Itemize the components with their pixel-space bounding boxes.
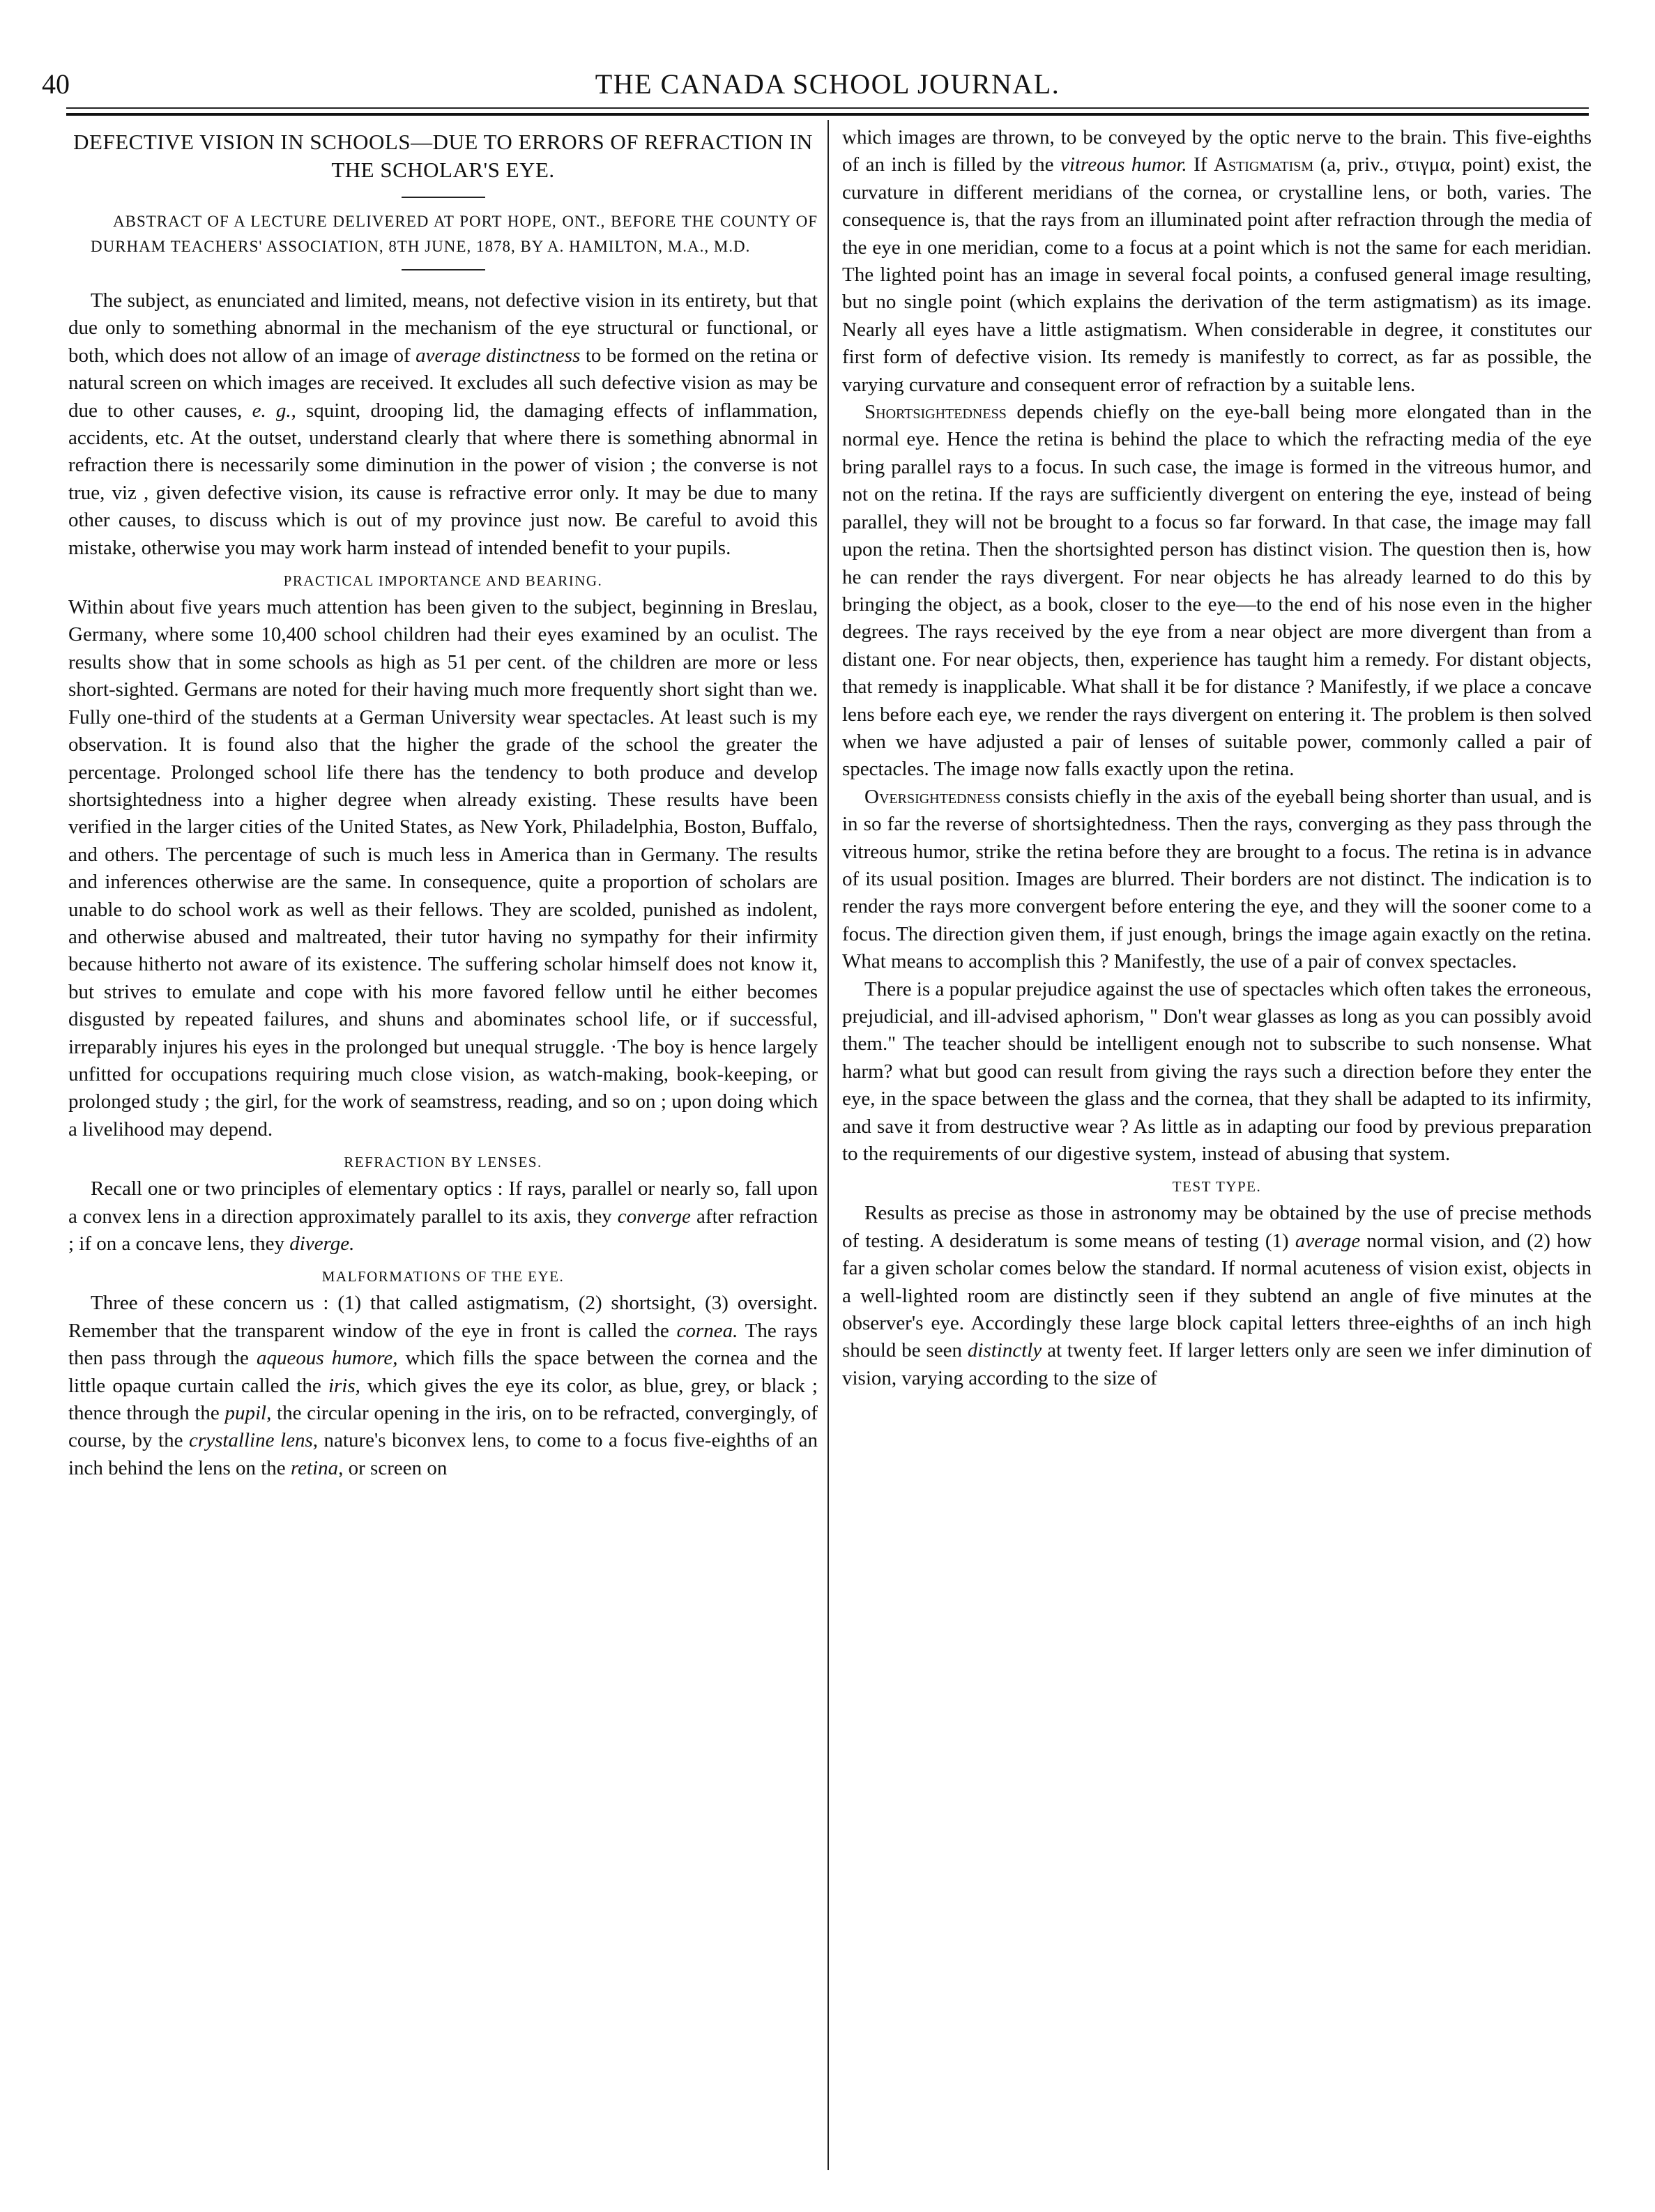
paragraph-refraction: Recall one or two principles of elementary optics : If rays, parallel or nearly so, fall upon a convex lens in a direction approximately parallel to its axis, they converge after refraction ; if on a concave lens, they diverge. bbox=[68, 1177, 818, 1255]
abstract-rule bbox=[402, 269, 485, 270]
heading-practical-importance: PRACTICAL IMPORTANCE AND BEARING. bbox=[283, 572, 603, 590]
title-rule bbox=[402, 197, 485, 198]
header-rule-thin bbox=[66, 107, 1589, 109]
paragraph-oversightedness: Oversightedness consists chiefly in the axis of the eyeball being shorter than usual, and is in so far the reverse of shortsightedness. Then the rays, converging as they pass through the vitreous humor, strike the retina before they are brought to a focus. The retina is in advance of its usual position. Images are blurred. Their borders are not distinct. The indication is to render the rays more convergent before entering the eye, and they will the sooner come to a focus. The direction given them, if just enough, brings the image again exactly on the retina. What means to accomplish this ? Manifestly, the use of a pair of convex spectacles. bbox=[842, 785, 1592, 973]
paragraph-spectacles-prejudice: There is a popular prejudice against the use of spectacles which often takes the erroneous, prejudicial, and ill-advised aphorism, " Don't wear glasses as long as you can possibly avoid them." The teacher should be intelligent enough not to subscribe to such nonsense. What harm? what but good can result from giving the rays such a direction before they enter the eye, in the space between the glass and the cornea, that they shall be adapted to its infirmity, and save it from destructive wear ? As little as in adapting our food by previous preparation to the requirements of our digestive system, instead of abusing that system. bbox=[842, 977, 1592, 1166]
article-abstract: ABSTRACT OF A LECTURE DELIVERED AT PORT HOPE, ONT., BEFORE THE COUNTY OF DURHAM TEACHERS' ASSOCIATION, 8TH JUNE, 1878, BY A. HAMILTON, M.A., M.D. bbox=[91, 213, 818, 255]
right-column bbox=[842, 124, 1592, 1392]
heading-test-type: TEST TYPE. bbox=[1172, 1178, 1262, 1196]
heading-malformations: MALFORMATIONS OF THE EYE. bbox=[321, 1268, 565, 1286]
left-column bbox=[68, 124, 818, 1482]
header-rule-thick bbox=[66, 113, 1589, 116]
journal-title: THE CANADA SCHOOL JOURNAL. bbox=[595, 68, 1060, 100]
page-number: 40 bbox=[42, 68, 70, 100]
column-divider bbox=[828, 120, 829, 2170]
article-title: DEFECTIVE VISION IN SCHOOLS—DUE TO ERRORS OF REFRACTION IN THE SCHOLAR'S EYE. bbox=[73, 130, 813, 182]
paragraph-practical-importance: Within about five years much attention has been given to the subject, beginning in Breslau, Germany, where some 10,400 school children had their eyes examined by an oculist. The results show that in some schools as high as 51 per cent. of the children are more or less short-sighted. Germans are noted for their having much more frequently short sight than we. Fully one-third of the students at a German University wear spectacles. At least such is my observation. It is found also that the higher the grade of the school the greater the percentage. Prolonged school life there has the tendency to both produce and develop shortsightedness into a higher degree when already existing. These results have been verified in the larger cities of the United States, as New York, Philadelphia, Boston, Buffalo, and others. The percentage of such is much less in America than in Germany. The results and inferences otherwise are the same. In consequence, quite a proportion of scholars are unable to do school work as well as their fellows. They are scolded, punished as indolent, and otherwise abused and maltreated, their tutor having no sympathy for their infirmity because hitherto not aware of its existence. The suffering scholar himself does not know it, but strives to emulate and cope with his more favored fellow until he either becomes disgusted by repeated failures, and shuns and abominates school life, or if successful, irreparably injures his eyes in the prolonged but unequal struggle. ·The boy is hence largely unfitted for occupations requiring much close vision, as watch-making, book-keeping, or prolonged study ; the girl, for the work of seamstress, reading, and so on ; upon doing which a livelihood may depend. bbox=[68, 596, 818, 1141]
paragraph-astigmatism: which images are thrown, to be conveyed by the optic nerve to the brain. This five-eighths of an inch is filled by the vitreous humor. If Astigmatism (a, priv., στιγμα, point) exist, the curvature in different meridians of the cornea, or crystalline lens, or both, varies. The consequence is, that the rays from an illuminated point after refraction through the media of the eye in one meridian, come to a focus at a point which is not the same for each meridian. The lighted point has an image in several focal points, a confused general image resulting, but no single point (which explains the derivation of the term astigmatism) as its image. Nearly all eyes have a little astigmatism. When considerable in degree, it constitutes our first form of defective vision. Its remedy is manifestly to correct, as far as possible, the varying curvature and consequent error of refraction by a suitable lens. bbox=[842, 126, 1592, 396]
paragraph-shortsightedness: Shortsightedness depends chiefly on the eye-ball being more elongated than in the normal eye. Hence the retina is behind the place to which the refracting media of the eye bring parallel rays to a focus. In such case, the image is formed in the vitreous humor, and not on the retina. If the rays are sufficiently divergent on entering the eye, instead of being parallel, they will not be brought to a focus so far forward. In that case, the image may fall upon the retina. Then the shortsighted person has distinct vision. The question then is, how he can render the rays divergent. For near objects he has already learned to do this by bringing the object, as a book, closer to the eye—to the end of his nose even in the higher degrees. The rays received by the eye from a near object are more divergent than from a distant one. For near objects, then, experience has taught him a remedy. For distant objects, that remedy is inapplicable. What shall it be for distance ? Manifestly, if we place a concave lens before each eye, we render the rays divergent on entering it. The problem is then solved when we have adjusted a pair of lenses of suitable power, commonly called a pair of spectacles. The image now falls exactly upon the retina. bbox=[842, 401, 1592, 781]
paragraph-introduction: The subject, as enunciated and limited, means, not defective vision in its entirety, but that due only to something abnormal in the mechanism of the eye structural or functional, or both, which does not allow of an image of average distinctness to be formed on the retina or natural screen on which images are received. It excludes all such defective vision as may be due to other causes, e. g., squint, drooping lid, the damaging effects of inflammation, accidents, etc. At the outset, understand clearly that where there is something abnormal in refraction there is necessarily some diminution in the power of vision ; the converse is not true, viz , given defective vision, its cause is refractive error only. It may be due to many other causes, to discuss which is out of my province just now. Be careful to avoid this mistake, otherwise you may work harm instead of intended benefit to your pupils. bbox=[68, 289, 818, 559]
paragraph-malformations: Three of these concern us : (1) that called astigmatism, (2) shortsight, (3) oversight. Remember that the transparent window of the eye in front is called the cornea. The rays then pass through the aqueous humore, which fills the space between the cornea and the little opaque curtain called the iris, which gives the eye its color, as blue, grey, or black ; thence through the pupil, the circular opening in the iris, on to be refracted, convergingly, of course, by the crystalline lens, nature's biconvex lens, to come to a focus five-eighths of an inch behind the lens on the retina, or screen on bbox=[68, 1292, 818, 1479]
heading-refraction-by-lenses: REFRACTION BY LENSES. bbox=[344, 1154, 542, 1171]
running-head bbox=[42, 67, 1613, 102]
paragraph-test-type: Results as precise as those in astronomy may be obtained by the use of precise methods of testing. A desideratum is some means of testing (1) average normal vision, and (2) how far a given scholar comes below the standard. If normal acuteness of vision exist, objects in a well-lighted room are distinctly seen if they subtend an angle of five minutes at the observer's eye. Accordingly these large block capital letters three-eighths of an inch high should be seen distinctly at twenty feet. If larger letters only are seen we infer diminution of vision, varying according to the size of bbox=[842, 1202, 1592, 1389]
